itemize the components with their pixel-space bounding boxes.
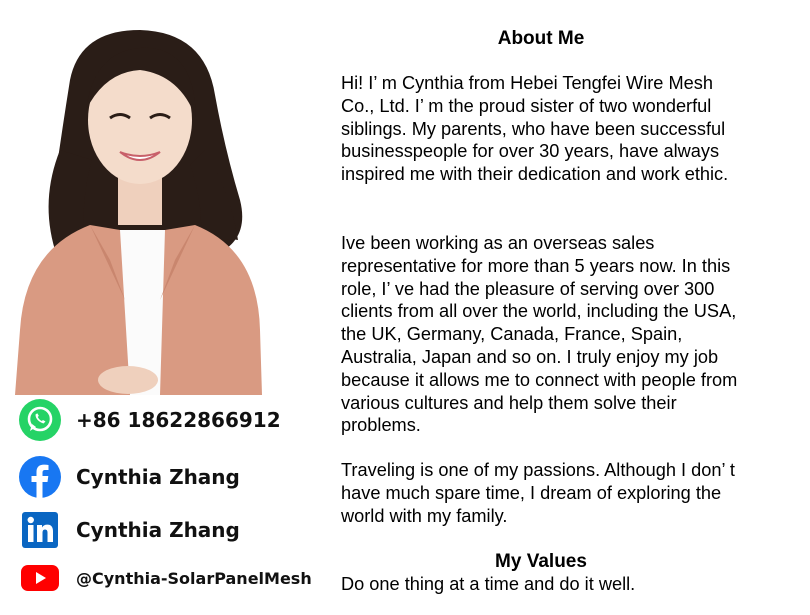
youtube-icon [18,563,62,593]
about-paragraph-3: Traveling is one of my passions. Although I don’ t have much spare time, I dream of exploring the world with my family. [341,460,735,526]
youtube-handle: @Cynthia-SolarPanelMesh [76,568,312,588]
facebook-name: Cynthia Zhang [76,465,240,489]
contact-whatsapp[interactable] [18,398,281,442]
profile-photo [0,0,300,395]
values-text: Do one thing at a time and do it well. [341,574,636,594]
about-heading: About Me [497,28,585,49]
contact-facebook[interactable] [18,455,240,499]
contact-youtube[interactable] [18,563,312,593]
facebook-icon [18,455,62,499]
linkedin-icon [18,510,62,550]
about-paragraph-1: Hi! I’ m Cynthia from Hebei Tengfei Wire Mesh Co., Ltd. I’ m the proud sister of two wonderful siblings. My parents, who have been successful businesspeople for over 30 years, have always inspired me with their dedication and work ethic. [341,73,729,185]
linkedin-name: Cynthia Zhang [76,518,240,542]
phone-number: +86 18622866912 [76,408,281,432]
portrait-illustration [0,0,300,395]
about-paragraph-2: Ive been working as an overseas sales representative for more than 5 years now. In this role, I’ ve had the pleasure of serving over 300 clients from all over the world, including the USA, the UK, Germany, Canada, France, Spain, Australia, Japan and so on. I truly enjoy my job because it allows me to connect with people from various cultures and help them solve their problems. [341,233,738,436]
contact-linkedin[interactable] [18,510,240,550]
values-heading: My Values [495,551,587,572]
whatsapp-icon [18,398,62,442]
